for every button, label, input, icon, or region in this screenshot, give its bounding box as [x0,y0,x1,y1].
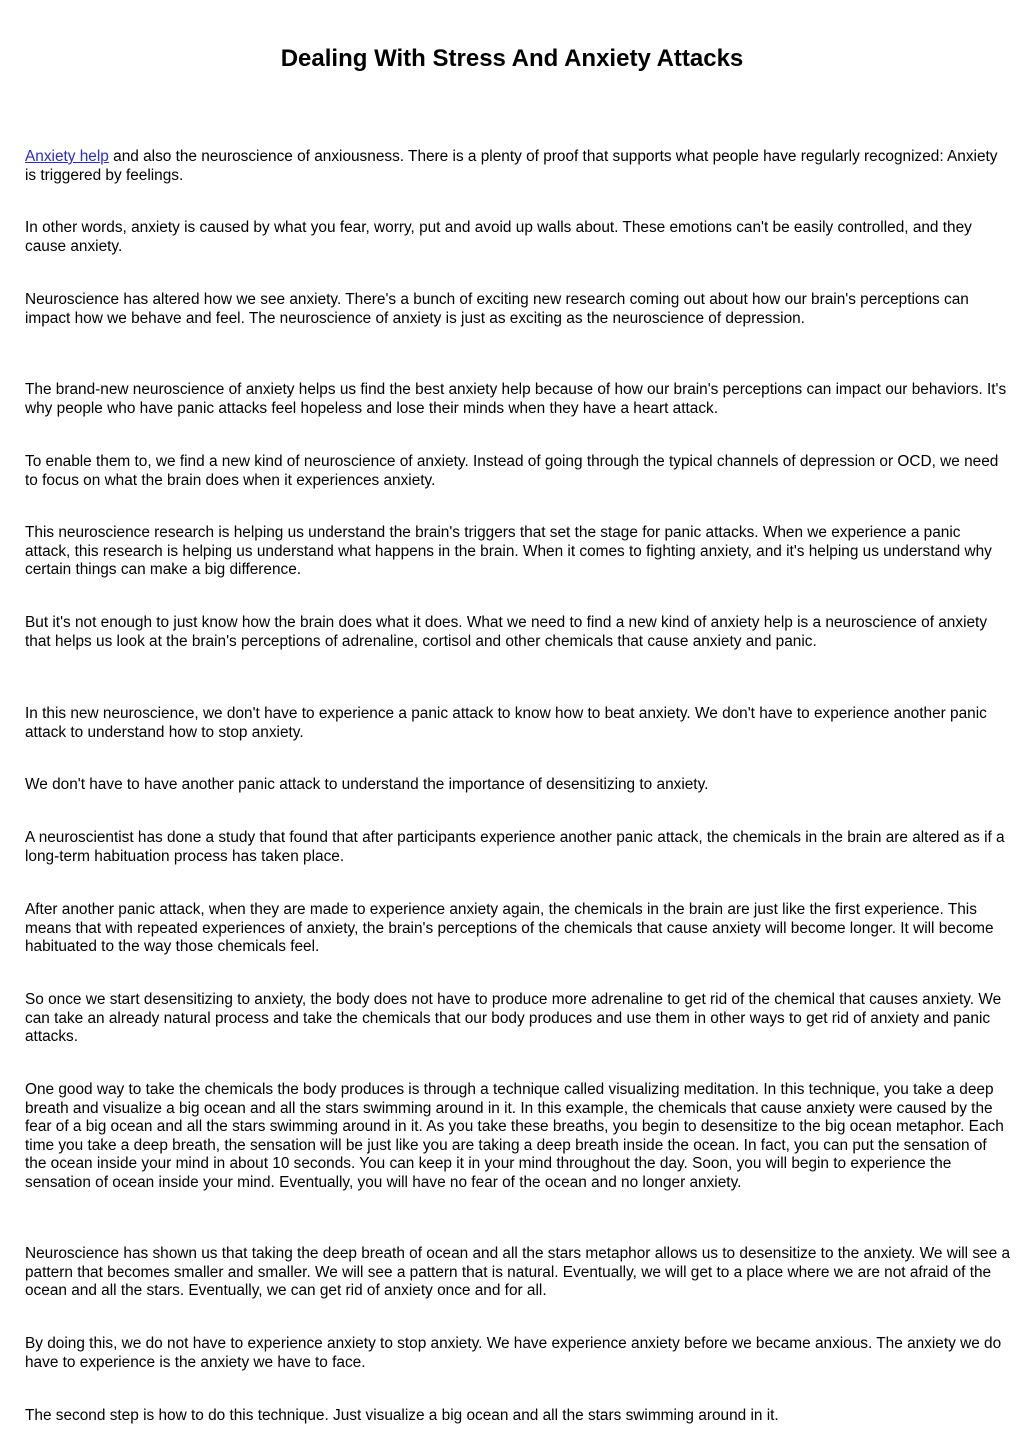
anxiety-help-link[interactable]: Anxiety help [25,148,109,165]
paragraph-12: One good way to take the chemicals the body produces is through a technique called visualizing meditation. In this technique, you take a deep breath and visualize a big ocean and all the stars swimming around in it. In this example, the chemicals that cause anxiety were caused by the fear of a big ocean and all the stars swimming around in it. As you take these breaths, you begin to desensitize to the big ocean metaphor. Each time you take a deep breath, the sensation will be just like you are taking a deep breath inside the ocean. In fact, you can put the sensation of the ocean inside your mind in about 10 seconds. You can keep it in your mind throughout the day. Soon, you will begin to experience the sensation of ocean inside your mind. Eventually, you will have no fear of the ocean and no longer anxiety. [25,1081,1004,1191]
paragraph-8: We don't have to have another panic attack to understand the importance of desensitizing to anxiety. [25,776,709,793]
paragraph-6: But it's not enough to just know how the brain does what it does. What we need to find a new kind of anxiety help is a neuroscience of anxiety that helps us look at the brain's perceptions of adrenaline, cortisol and other chemicals that cause anxiety and panic. [25,614,988,650]
paragraph-11: So once we start desensitizing to anxiety, the body does not have to produce more adrenaline to get rid of the chemical that causes anxiety. We can take an already natural process and take the chemicals that our body produces and use them in other ways to get rid of anxiety and panic attacks. [25,991,1002,1045]
intro-text: and also the neuroscience of anxiousness. There is a plenty of proof that supports what people have regularly recognized: Anxiety is triggered by feelings. [25,148,998,184]
paragraph-13: Neuroscience has shown us that taking the deep breath of ocean and all the stars metaphor allows us to desensitize to the anxiety. We will see a pattern that becomes smaller and smaller. We will see a pattern that is natural. Eventually, we will get to a place where we are not afraid of the ocean and all the stars. Eventually, we can get rid of anxiety once and for all. [25,1245,1011,1299]
paragraph-10: After another panic attack, when they are made to experience anxiety again, the chemicals in the brain are just like the first experience. This means that with repeated experiences of anxiety, the brain's perceptions of the chemicals that cause anxiety will become longer. It will become habituated to the way those chemicals feel. [25,901,994,955]
paragraph-7: In this new neuroscience, we don't have to experience a panic attack to know how to beat anxiety. We don't have to experience another panic attack to understand how to stop anxiety. [25,705,987,741]
page-title: Dealing With Stress And Anxiety Attacks [280,45,744,72]
paragraph-15: The second step is how to do this technique. Just visualize a big ocean and all the stars swimming around in it. [25,1407,779,1424]
paragraph-2: Neuroscience has altered how we see anxiety. There's a bunch of exciting new research coming out about how our brain's perceptions can impact how we behave and feel. The neuroscience of anxiety is just as exciting as the neuroscience of depression. [25,291,969,327]
paragraph-14: By doing this, we do not have to experience anxiety to stop anxiety. We have experience anxiety before we became anxious. The anxiety we do have to experience is the anxiety we have to face. [25,1335,1002,1371]
paragraph-4: To enable them to, we find a new kind of neuroscience of anxiety. Instead of going through the typical channels of depression or OCD, we need to focus on what the brain does when it experiences anxiety. [25,453,999,489]
paragraph-1: In other words, anxiety is caused by what you fear, worry, put and avoid up walls about. These emotions can't be easily controlled, and they cause anxiety. [25,219,972,255]
paragraph-9: A neuroscientist has done a study that found that after participants experience another panic attack, the chemicals in the brain are altered as if a long-term habituation process has taken place. [25,829,1005,865]
paragraph-3: The brand-new neuroscience of anxiety helps us find the best anxiety help because of how our brain's perceptions can impact our behaviors. It's why people who have panic attacks feel hopeless and lose their minds when they have a heart attack. [25,381,1007,417]
paragraph-5: This neuroscience research is helping us understand the brain's triggers that set the stage for panic attacks. When we experience a panic attack, this research is helping us understand what happens in the brain. When it comes to fighting anxiety, and it's helping us understand why certain things can make a big difference. [25,524,992,578]
intro-paragraph [25,148,1010,185]
